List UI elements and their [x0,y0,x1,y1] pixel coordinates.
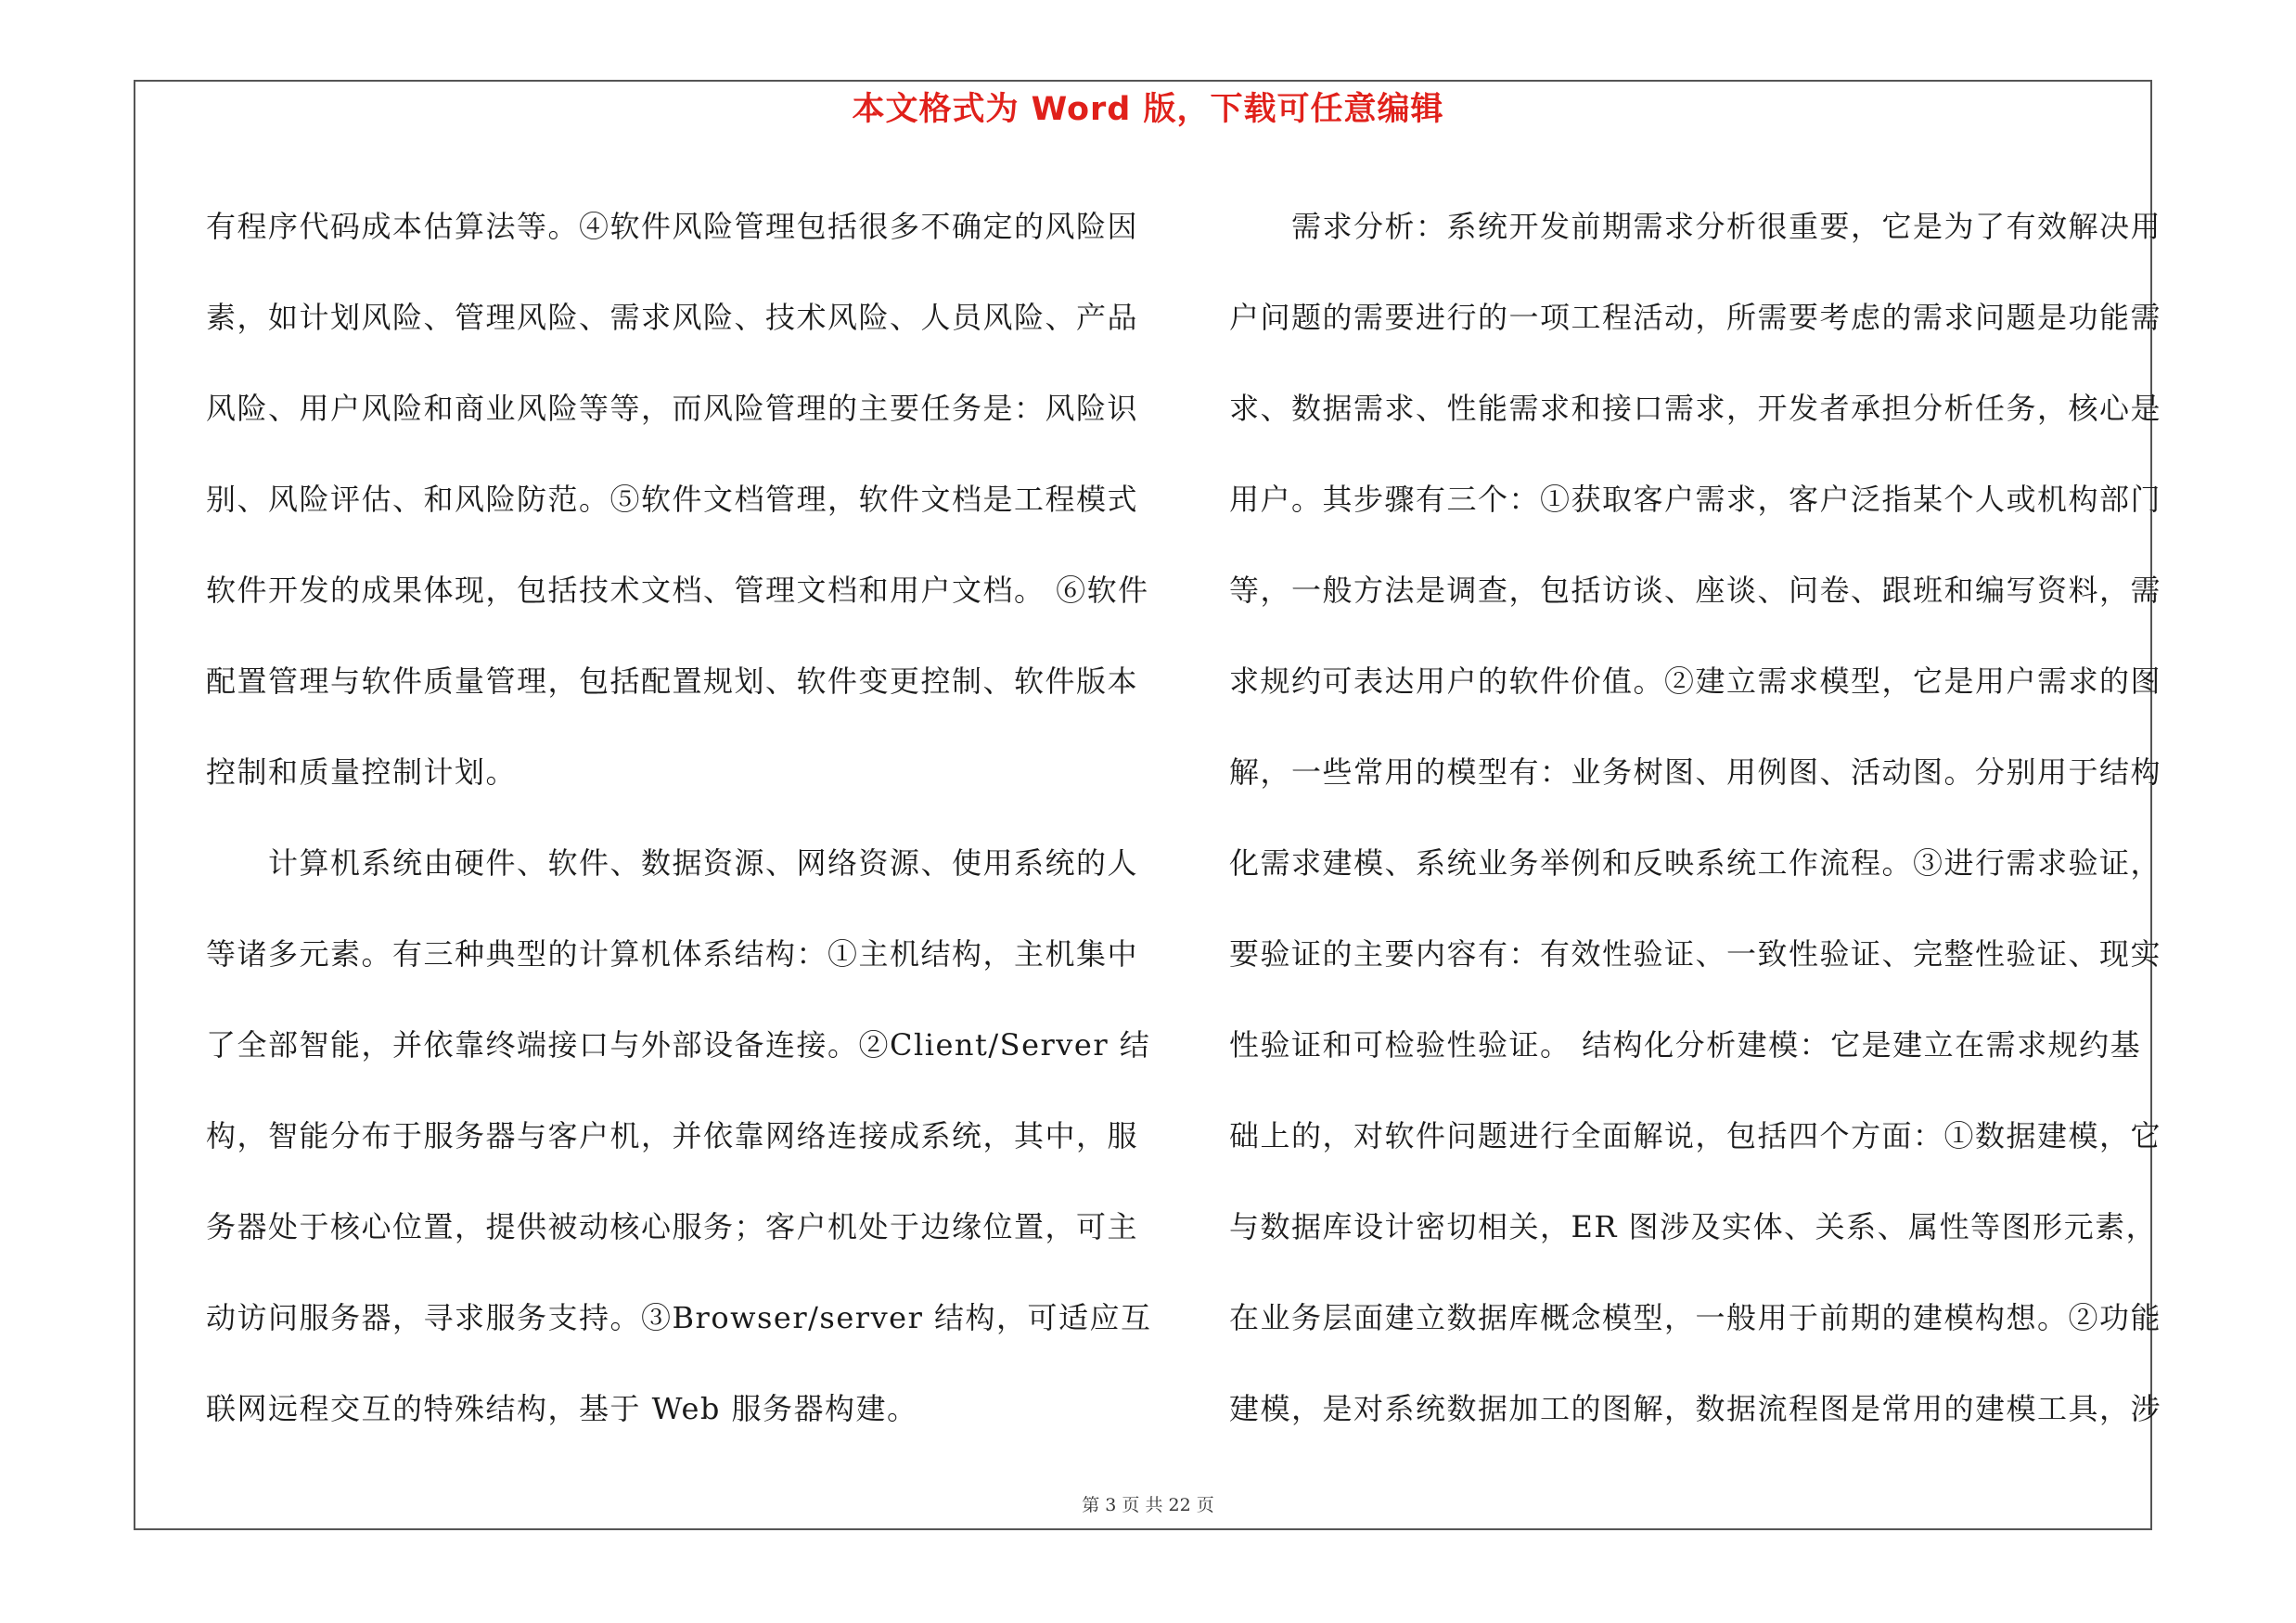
text-line: 有程序代码成本估算法等。④软件风险管理包括很多不确定的风险因 [206,209,1139,244]
text-line: 计算机系统由硬件、软件、数据资源、网络资源、使用系统的人 [206,845,1139,881]
document-header-notice: 本文格式为 Word 版，下载可任意编辑 [852,91,1444,128]
text-line: 需求分析：系统开发前期需求分析很重要，它是为了有效解决用 [1229,209,2162,244]
text-line: 风险、用户风险和商业风险等等，而风险管理的主要任务是：风险识 [206,391,1139,426]
text-line: 与数据库设计密切相关，ER 图涉及实体、关系、属性等图形元素， [1229,1209,2158,1244]
text-line: 软件开发的成果体现，包括技术文档、管理文档和用户文档。 ⑥软件 [206,573,1149,608]
text-line: 户问题的需要进行的一项工程活动，所需要考虑的需求问题是功能需 [1229,300,2162,335]
text-line: 解，一些常用的模型有：业务树图、用例图、活动图。分别用于结构 [1229,754,2162,790]
text-line: 性验证和可检验性验证。 结构化分析建模：它是建立在需求规约基 [1229,1027,2142,1063]
text-line: 化需求建模、系统业务举例和反映系统工作流程。③进行需求验证， [1229,845,2162,881]
text-line: 础上的，对软件问题进行全面解说，包括四个方面：①数据建模，它 [1229,1118,2162,1153]
text-line: 在业务层面建立数据库概念模型，一般用于前期的建模构想。②功能 [1229,1300,2162,1335]
text-line: 别、风险评估、和风险防范。⑤软件文档管理，软件文档是工程模式 [206,482,1139,517]
text-line: 了全部智能，并依靠终端接口与外部设备连接。②Client/Server 结 [206,1027,1151,1063]
text-line: 素，如计划风险、管理风险、需求风险、技术风险、人员风险、产品 [206,300,1139,335]
page-number: 第 3 页 共 22 页 [1082,1495,1214,1515]
text-line: 务器处于核心位置，提供被动核心服务；客户机处于边缘位置，可主 [206,1209,1139,1244]
text-line: 联网远程交互的特殊结构，基于 Web 服务器构建。 [206,1391,918,1426]
text-line: 用户。其步骤有三个：①获取客户需求，客户泛指某个人或机构部门 [1229,482,2162,517]
text-line: 动访问服务器，寻求服务支持。③Browser/server 结构，可适应互 [206,1300,1152,1335]
text-line: 要验证的主要内容有：有效性验证、一致性验证、完整性验证、现实 [1229,936,2162,972]
text-line: 建模，是对系统数据加工的图解，数据流程图是常用的建模工具，涉 [1229,1391,2162,1426]
text-line: 控制和质量控制计划。 [206,754,518,790]
text-line: 等诸多元素。有三种典型的计算机体系结构：①主机结构，主机集中 [206,936,1139,972]
text-line: 配置管理与软件质量管理，包括配置规划、软件变更控制、软件版本 [206,663,1139,699]
right-text-column [1229,181,2162,1454]
text-line: 等，一般方法是调查，包括访谈、座谈、问卷、跟班和编写资料，需 [1229,573,2162,608]
text-line: 求、数据需求、性能需求和接口需求，开发者承担分析任务，核心是 [1229,391,2162,426]
left-text-column [206,181,1152,1454]
text-line: 构，智能分布于服务器与客户机，并依靠网络连接成系统，其中，服 [206,1118,1139,1153]
text-line: 求规约可表达用户的软件价值。②建立需求模型，它是用户需求的图 [1229,663,2162,699]
